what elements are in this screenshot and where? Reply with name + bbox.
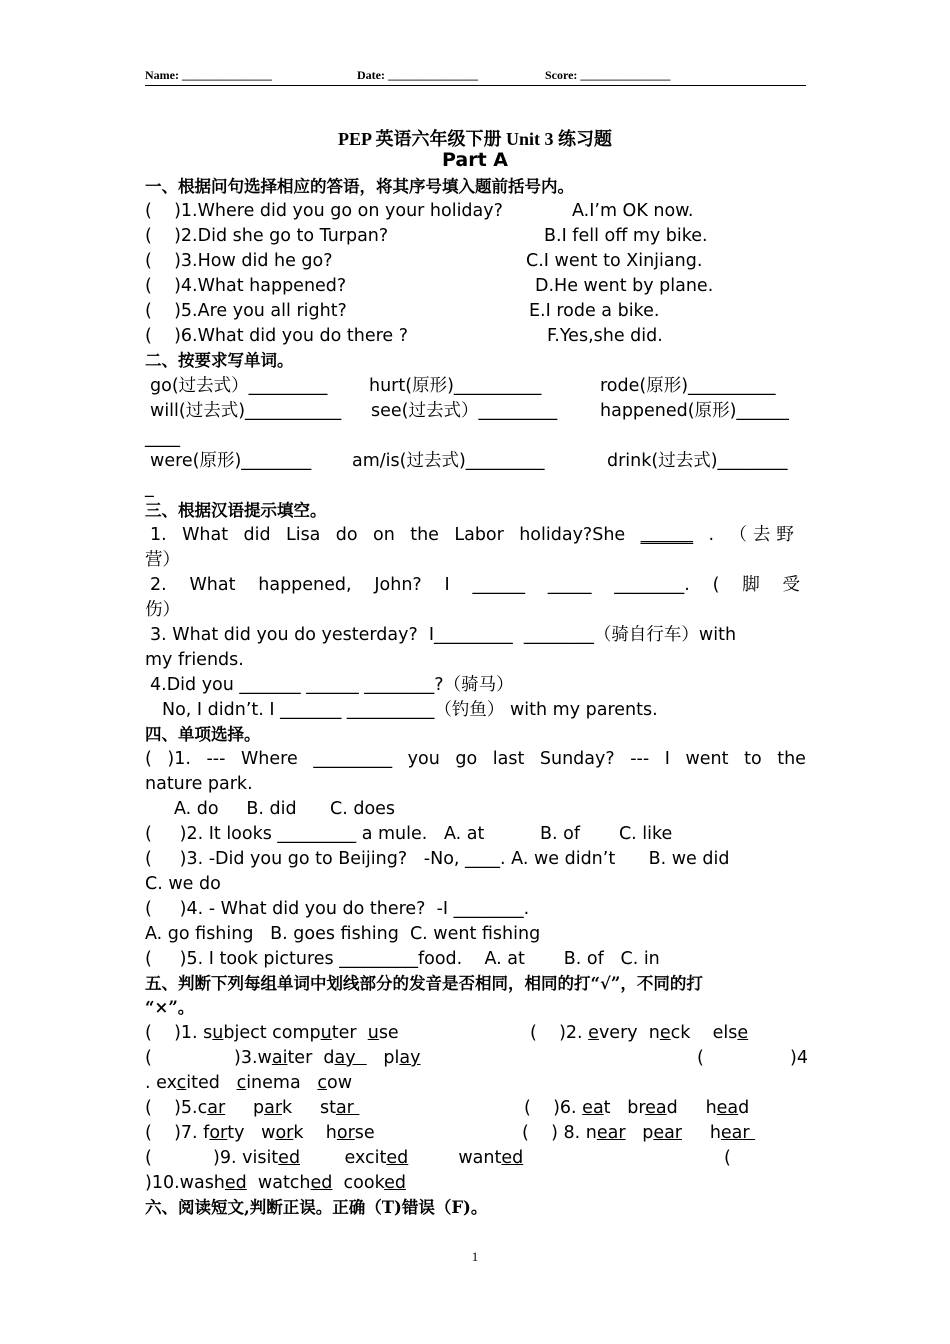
- section-3-heading: 三、根据汉语提示填空。: [145, 501, 327, 520]
- s1-answer: B.I fell off my bike.: [544, 226, 708, 246]
- s1-answer: E.I rode a bike.: [529, 301, 660, 321]
- s4-q1-wrap: nature park.: [145, 774, 253, 794]
- s3-q3-wrap: my friends.: [145, 650, 244, 670]
- s5-item: . excited cinema cow: [145, 1073, 353, 1093]
- s1-answer: A.I’m OK now.: [572, 201, 694, 221]
- s1-answer: D.He went by plane.: [535, 276, 714, 296]
- s2-item: were(原形)________: [150, 451, 312, 471]
- s3-q1: 1. What did Lisa do on the Labor holiday?She ______ . （去野: [150, 525, 800, 545]
- s2-item: hurt(原形)__________: [369, 376, 542, 396]
- page-title: PEP 英语六年级下册 Unit 3 练习题: [337, 129, 612, 149]
- s1-question: ( )6.What did you do there ?: [145, 326, 409, 346]
- s5-item: )10.washed watched cooked: [145, 1173, 406, 1193]
- section-1-heading: 一、根据问句选择相应的答语，将其序号填入题前括号内。: [145, 177, 574, 196]
- s2-item: go(过去式）_________: [150, 376, 328, 396]
- s5-item: ( )5.car park star: [145, 1098, 360, 1118]
- s5-item: ( ) 8. near pear hear: [522, 1123, 756, 1143]
- s4-q5: ( )5. I took pictures _________food. A. at B. of C. in: [145, 949, 660, 969]
- s1-question: ( )5.Are you all right?: [145, 301, 347, 321]
- s1-answer: F.Yes,she did.: [547, 326, 663, 346]
- section-5-heading-wrap: “×”。: [145, 998, 195, 1017]
- s3-q2: 2. What happened, John? I ______ _____ ________. ( 脚 受: [150, 575, 800, 595]
- section-6-heading: 六、阅读短文,判断正误。正确（T)错误（F)。: [145, 1198, 488, 1217]
- s5-item: ( )9. visited excited wanted: [145, 1148, 524, 1168]
- s4-q2: ( )2. It looks _________ a mule. A. at B. of C. like: [145, 824, 673, 844]
- s3-q3: 3. What did you do yesterday? I_________ ________（骑自行车）with: [150, 625, 737, 645]
- s2-item: am/is(过去式)_________: [352, 451, 545, 471]
- s3-q4-answer: No, I didn’t. I _______ __________（钓鱼） with my parents.: [162, 700, 658, 720]
- s3-q2-wrap: 伤）: [145, 600, 180, 620]
- s4-q4: ( )4. - What did you do there? -I ________.: [145, 899, 530, 919]
- s5-item: ( )7. forty work horse: [145, 1123, 375, 1143]
- s4-q4-options: A. go fishing B. goes fishing C. went fishing: [145, 924, 541, 944]
- s4-q3: ( )3. -Did you go to Beijing? -No, ____. A. we didn’t B. we did: [145, 849, 730, 869]
- name-field: Name: _______________: [145, 68, 272, 82]
- s5-item: ( )6. eat bread head: [524, 1098, 750, 1118]
- s4-q1-options: A. do B. did C. does: [174, 799, 396, 819]
- s2-item: rode(原形)__________: [600, 376, 776, 396]
- s5-item: ( )1. subject computer use: [145, 1023, 399, 1043]
- s5-item: )3.waiter day play: [234, 1048, 421, 1068]
- s5-item: (: [145, 1048, 152, 1068]
- section-4-heading: 四、单项选择。: [145, 725, 261, 744]
- s4-q3-wrap: C. we do: [145, 874, 221, 894]
- s3-q1-wrap: 营）: [145, 550, 180, 570]
- s2-item: happened(原形)______: [600, 401, 789, 421]
- s2-item: will(过去式)___________: [150, 401, 342, 421]
- date-field: Date: _______________: [357, 68, 478, 82]
- s2-wrap: ____: [145, 428, 180, 448]
- s1-question: ( )1.Where did you go on your holiday?: [145, 201, 503, 221]
- s1-question: ( )3.How did he go?: [145, 251, 333, 271]
- s1-question: ( )2.Did she go to Turpan?: [145, 226, 389, 246]
- page-number: 1: [471, 1249, 479, 1264]
- header-line: [145, 67, 806, 86]
- score-field: Score: _______________: [545, 68, 671, 82]
- s2-wrap: _: [145, 478, 154, 498]
- s2-item: drink(过去式)________: [607, 451, 788, 471]
- s1-question: ( )4.What happened?: [145, 276, 347, 296]
- s4-q1: ( )1. --- Where _________ you go last Sunday? --- I went to the: [145, 749, 806, 769]
- section-2-heading: 二、按要求写单词。: [145, 351, 294, 370]
- s1-answer: C.I went to Xinjiang.: [526, 251, 703, 271]
- s5-item: ( )2. every neck else: [530, 1023, 749, 1043]
- s2-item: see(过去式）_________: [371, 401, 558, 421]
- part-title: Part A: [441, 149, 508, 171]
- s3-q4: 4.Did you _______ ______ ________?（骑马）: [150, 675, 514, 695]
- section-5-heading: 五、判断下列每组单词中划线部分的发音是否相同，相同的打“√”，不同的打: [145, 974, 703, 993]
